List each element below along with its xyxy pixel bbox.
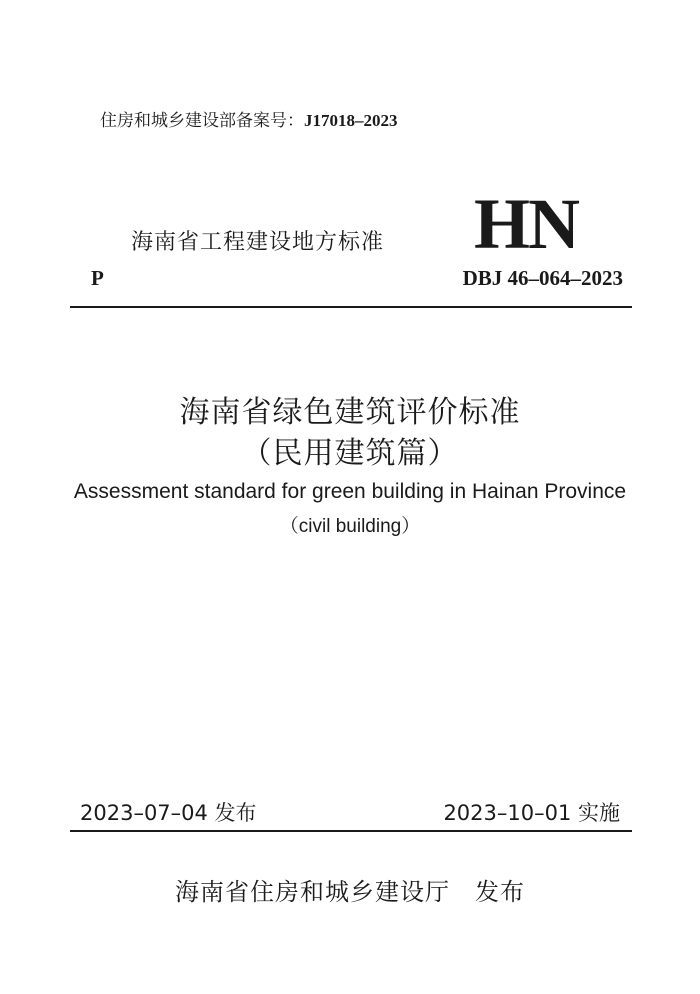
- record-number: [100, 106, 398, 131]
- bottom-divider: [70, 830, 632, 832]
- hn-logo: HN: [474, 184, 578, 264]
- implementation-date: 2023–10–01 实施: [443, 801, 620, 825]
- standard-number: DBJ 46–064–2023: [462, 266, 623, 290]
- publisher: 海南省住房和城乡建设厅 发布: [175, 878, 525, 906]
- document-subtitle-en: （civil building）: [279, 516, 421, 537]
- record-number-code: J17018–2023: [304, 111, 398, 130]
- document-subtitle-cn: （民用建筑篇）: [241, 436, 459, 471]
- top-divider: [70, 306, 632, 308]
- document-title-en: Assessment standard for green building in Hainan Province: [73, 480, 627, 503]
- issue-date: 2023–07–04 发布: [80, 801, 257, 825]
- category-code: P: [91, 266, 104, 290]
- document-title-cn: 海南省绿色建筑评价标准: [179, 395, 521, 430]
- standard-series-title: 海南省工程建设地方标准: [131, 230, 385, 255]
- record-number-label: 住房和城乡建设部备案号：: [100, 111, 304, 131]
